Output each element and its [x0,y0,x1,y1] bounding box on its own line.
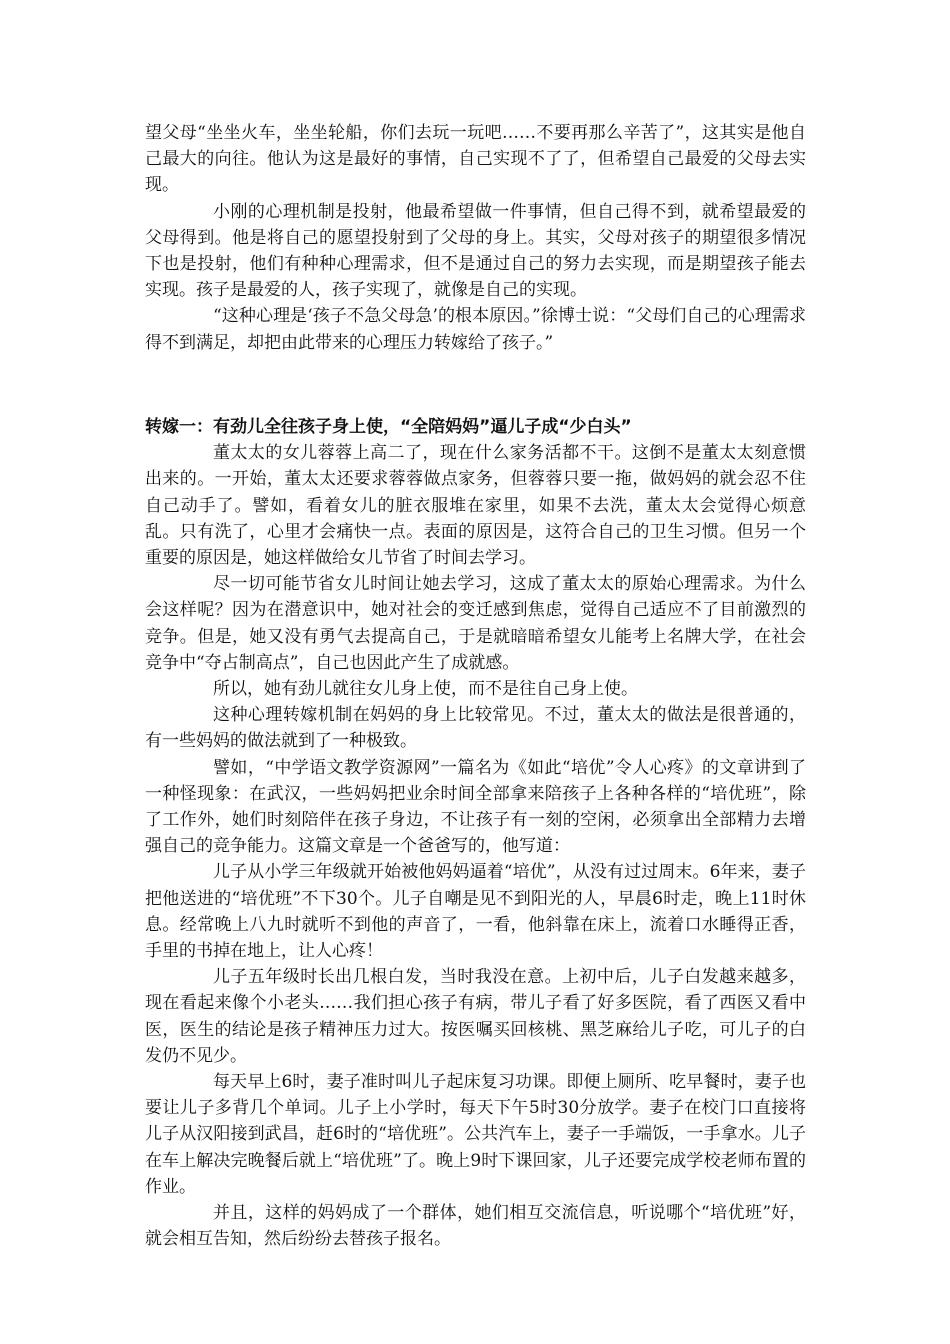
paragraph: 董太太的女儿蓉蓉上高二了，现在什么家务活都不干。这倒不是董太太刻意惯出来的。一开始，董太太还要求蓉蓉做点家务，但蓉蓉只要一拖，做妈妈的就会忍不住自己动手了。譬如，看着女儿的脏衣服堆在家里，如果不去洗，董太太会觉得心烦意乱。只有洗了，心里才会痛快一点。表面的原因是，这符合自己的卫生习惯。但另一个重要的原因是，她这样做给女儿节省了时间去学习。 [145,443,806,569]
paragraph: “这种心理是‘孩子不急父母急’的根本原因。”徐博士说：“父母们自己的心理需求得不到满足，却把由此带来的心理压力转嫁给了孩子。” [145,306,806,353]
paragraph: 尽一切可能节省女儿时间让她去学习，这成了董太太的原始心理需求。为什么会这样呢？因为在潜意识中，她对社会的变迁感到焦虑，觉得自己适应不了目前激烈的竞争。但是，她又没有勇气去提高自己，于是就暗暗希望女儿能考上名牌大学，在社会竞争中“夺占制高点”，自己也因此产生了成就感。 [145,574,806,673]
paragraph: 儿子五年级时长出几根白发，当时我没在意。上初中后，儿子白发越来越多，现在看起来像个小老头……我们担心孩子有病，带儿子看了好多医院，看了西医又看中医，医生的结论是孩子精神压力过大。按医嘱买回核桃、黑芝麻给儿子吃，可儿子的白发仍不见少。 [145,967,806,1066]
paragraph: 所以，她有劲儿就往女儿身上使，而不是往自己身上使。 [213,679,638,700]
section-transfer-one [145,414,806,1253]
intro-text-block [145,120,806,356]
paragraph: 譬如，“中学语文教学资源网”一篇名为《如此“培优”令人心疼》的文章讲到了一种怪现象：在武汉，一些妈妈把业余时间全部拿来陪孩子上各种各样的“培优班”，除了工作外，她们时刻陪伴在孩子身边，不让孩子有一刻的空闲，必须拿出全部精力去增强自己的竞争能力。这篇文章是一个爸爸写的，他写道： [145,757,806,857]
paragraph: 并且，这样的妈妈成了一个群体，她们相互交流信息，听说哪个“培优班”好，就会相互告知，然后纷纷去替孩子报名。 [145,1203,806,1250]
paragraph: 这种心理转嫁机制在妈妈的身上比较常见。不过，董太太的做法是很普通的，有一些妈妈的做法就到了一种极致。 [145,705,806,752]
paragraph: 儿子从小学三年级就开始被他妈妈逼着“培优”，从没有过过周末。6年来，妻子把他送进的“培优班”不下30个。儿子自嘲是见不到阳光的人，早晨6时走，晚上11时休息。经常晚上八九时就听不到他的声音了，一看，他斜靠在床上，流着口水睡得正香，手里的书掉在地上，让人心疼！ [145,862,806,962]
section-heading: 转嫁一：有劲儿全往孩子身上使，“全陪妈妈”逼儿子成“少白头” [145,417,632,437]
paragraph: 小刚的心理机制是投射，他最希望做一件事情，但自己得不到，就希望最爱的父母得到。他是将自己的愿望投射到了父母的身上。其实，父母对孩子的期望很多情况下也是投射，他们有种种心理需求，但不是通过自己的努力去实现，而是期望孩子能去实现。孩子是最爱的人，孩子实现了，就像是自己的实现。 [145,201,806,301]
paragraph: 每天早上6时，妻子准时叫儿子起床复习功课。即便上厕所、吃早餐时，妻子也要让儿子多背几个单词。儿子上小学时，每天下午5时30分放学。妻子在校门口直接将儿子从汉阳接到武昌，赶6时的“培优班”。公共汽车上，妻子一手端饭，一手拿水。儿子在车上解决完晚餐后就上“培优班”了。晚上9时下课回家，儿子还要完成学校老师布置的作业。 [145,1072,806,1197]
paragraph: 望父母“坐坐火车，坐坐轮船，你们去玩一玩吧……不要再那么辛苦了”，这其实是他自己最大的向往。他认为这是最好的事情，自己实现不了了，但希望自己最爱的父母去实现。 [145,123,806,196]
